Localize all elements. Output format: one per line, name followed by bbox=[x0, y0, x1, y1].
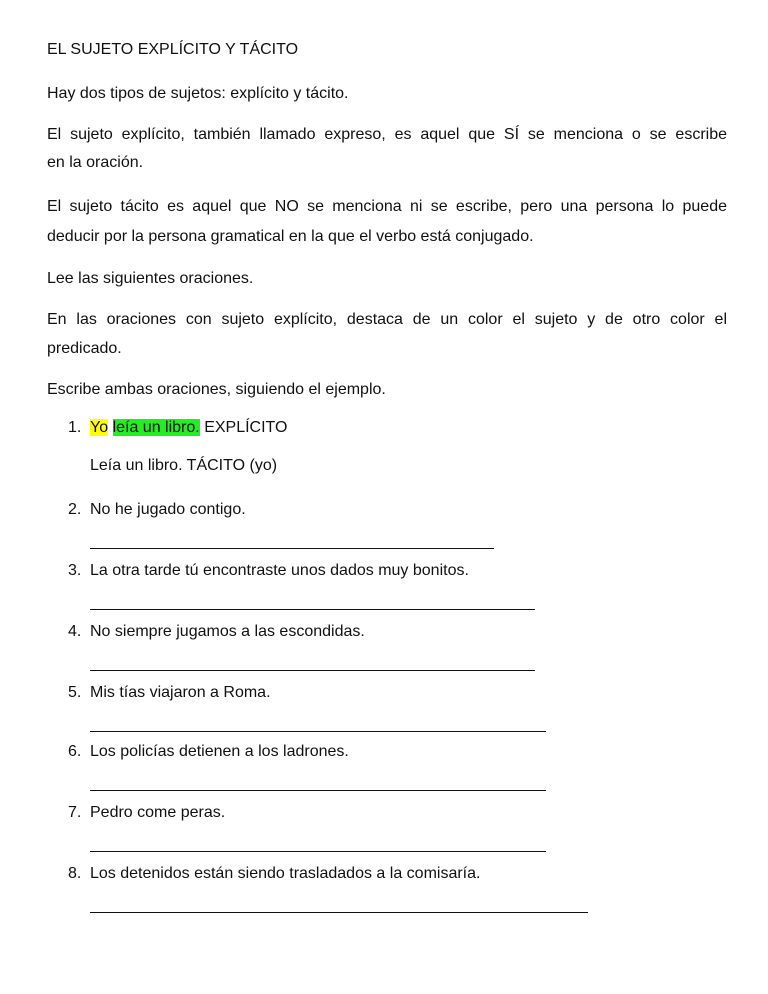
exercise-sentence: Mis tías viajaron a Roma. bbox=[90, 684, 271, 701]
paragraph: Hay dos tipos de sujetos: explícito y tácito. bbox=[47, 85, 349, 102]
exercise-sentence: Pedro come peras. bbox=[90, 804, 226, 821]
highlighted-predicate: leía un libro. bbox=[112, 419, 200, 436]
paragraph: deducir por la persona gramatical en la que el verbo está conjugado. bbox=[47, 228, 534, 245]
example-answer: Leía un libro. TÁCITO (yo) bbox=[90, 457, 278, 474]
exercise-sentence: La otra tarde tú encontraste unos dados muy bonitos. bbox=[90, 562, 469, 579]
item-number: 1. bbox=[68, 419, 82, 436]
paragraph: Lee las siguientes oraciones. bbox=[47, 270, 254, 287]
example-label: EXPLÍCITO bbox=[204, 419, 288, 436]
paragraph: El sujeto explícito, también llamado expreso, es aquel que SÍ se menciona o se escribe bbox=[47, 126, 727, 143]
answer-blank-line[interactable] bbox=[90, 548, 494, 549]
paragraph: Escribe ambas oraciones, siguiendo el ejemplo. bbox=[47, 381, 386, 398]
highlighted-subject: Yo bbox=[90, 419, 109, 436]
paragraph: En las oraciones con sujeto explícito, destaca de un color el sujeto y de otro color el bbox=[47, 311, 727, 328]
answer-blank-line[interactable] bbox=[90, 790, 546, 791]
exercise-sentence: No siempre jugamos a las escondidas. bbox=[90, 623, 365, 640]
exercise-sentence: No he jugado contigo. bbox=[90, 501, 246, 518]
item-number: 8. bbox=[68, 865, 82, 882]
answer-blank-line[interactable] bbox=[90, 670, 535, 671]
example-sentence bbox=[90, 418, 287, 438]
answer-blank-line[interactable] bbox=[90, 851, 546, 852]
exercise-sentence: Los policías detienen a los ladrones. bbox=[90, 743, 349, 760]
answer-blank-line[interactable] bbox=[90, 609, 535, 610]
exercise-sentence: Los detenidos están siendo trasladados a la comisaría. bbox=[90, 865, 481, 882]
item-number: 3. bbox=[68, 562, 82, 579]
document-title: EL SUJETO EXPLÍCITO Y TÁCITO bbox=[47, 41, 299, 58]
paragraph: predicado. bbox=[47, 340, 122, 357]
item-number: 2. bbox=[68, 501, 82, 518]
answer-blank-line[interactable] bbox=[90, 731, 546, 732]
item-number: 5. bbox=[68, 684, 82, 701]
item-number: 7. bbox=[68, 804, 82, 821]
answer-blank-line[interactable] bbox=[90, 912, 588, 913]
paragraph: El sujeto tácito es aquel que NO se menciona ni se escribe, pero una persona lo puede bbox=[47, 198, 727, 215]
item-number: 4. bbox=[68, 623, 82, 640]
paragraph: en la oración. bbox=[47, 154, 144, 171]
item-number: 6. bbox=[68, 743, 82, 760]
